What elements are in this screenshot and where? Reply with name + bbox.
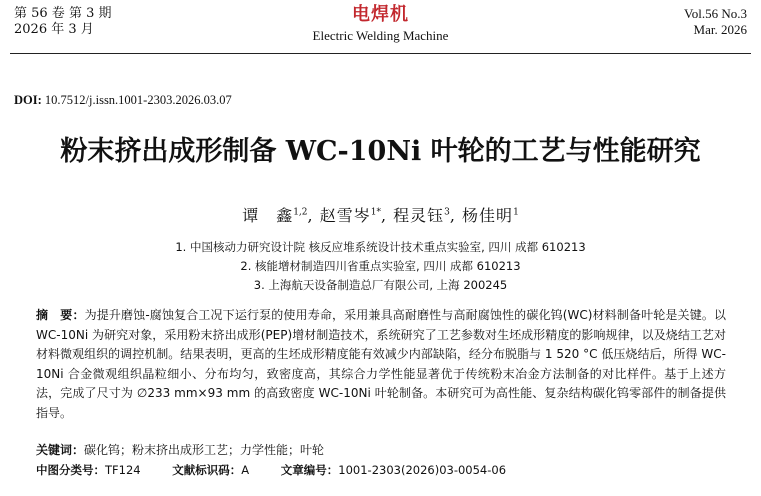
document-code-label: 文献标识码： (172, 463, 242, 477)
affiliation-item: 1. 中国核动力研究设计院 核反应堆系统设计技术重点实验室, 四川 成都 610213 (175, 240, 586, 254)
author-name: 杨佳明 (462, 206, 514, 225)
date-en: Mar. 2026 (693, 22, 747, 37)
date-cn: 2026 年 3 月 (14, 22, 94, 37)
clc-label: 中图分类号： (36, 463, 105, 477)
author-affil-mark: 3 (444, 207, 450, 218)
doi-value[interactable]: 10.7512/j.issn.1001-2303.2026.03.07 (41, 93, 232, 107)
clc-value: TF124 (105, 463, 141, 477)
author-separator: , (380, 206, 394, 225)
doi-label: DOI: (14, 93, 42, 107)
article-number-value: 1001-2303(2026)03-0054-06 (338, 463, 507, 477)
volume-issue-en: Vol.56 No.3 (684, 6, 747, 21)
author-affil-mark: 1* (370, 207, 381, 218)
author-affil-mark: 1,2 (293, 207, 308, 218)
header-right (684, 6, 747, 38)
header-divider (10, 53, 751, 54)
keywords (36, 441, 324, 458)
affiliation-item: 3. 上海航天设备制造总厂有限公司, 上海 200245 (253, 278, 508, 292)
keywords-label: 关键词： (36, 443, 85, 457)
header-center (0, 4, 761, 44)
article-number-label: 文章编号： (280, 463, 339, 477)
document-code (172, 463, 249, 477)
author-separator: , (307, 206, 320, 225)
author-list (0, 203, 761, 226)
journal-name-en: Electric Welding Machine (312, 28, 449, 43)
affiliations (0, 238, 761, 295)
paper-title: 粉末挤出成形制备 WC-10Ni 叶轮的工艺与性能研究 (60, 136, 701, 167)
author-affil-mark: 1 (513, 207, 519, 218)
author-separator: , (449, 206, 463, 225)
journal-logo: 电焊机 (352, 4, 409, 25)
author-name: 程灵钰 (393, 206, 445, 225)
doi-line (14, 93, 232, 108)
author-name: 谭 鑫 (242, 206, 294, 225)
clc-number (36, 463, 141, 477)
keywords-text: 碳化钨；粉末挤出成形工艺；力学性能；叶轮 (84, 443, 325, 457)
classification-meta (36, 462, 534, 478)
article-number (281, 463, 506, 477)
volume-issue-cn: 第 56 卷 第 3 期 (14, 6, 112, 21)
abstract-text: 为提升磨蚀-腐蚀复合工况下运行泵的使用寿命，采用兼具高耐磨性与高耐腐蚀性的碳化钨(WC)材料制备叶轮是关键。以 WC-10Ni 为研究对象，采用粉末挤出成形(PEP)增材制造技术，系统研究了工艺参数对生坯成形精度的影响规律，以及烧结工艺对材料微观组织的调控机制。结果表明，更高的生坯成形精度能有效减少内部缺陷，经分布脱脂与 1 520 °C 低压烧结后，所得 WC-10Ni 合金微观组织晶粒细小、分布均匀，致密度高，其综合力学性能显著优于传统粉末冶金方法制备的对比样件。基于上述方法，完成了尺寸为 ∅233 mm×93 mm 的高致密度 WC-10Ni 叶轮制备。本研究可为高性能、复杂结构碳化钨零部件的制备提供指导。 (36, 308, 726, 420)
abstract (36, 306, 726, 423)
author-name: 赵雪岑 (319, 206, 371, 225)
document-code-value: A (241, 463, 250, 477)
abstract-label: 摘 要： (36, 308, 85, 322)
affiliation-item: 2. 核能增材制造四川省重点实验室, 四川 成都 610213 (240, 259, 521, 273)
